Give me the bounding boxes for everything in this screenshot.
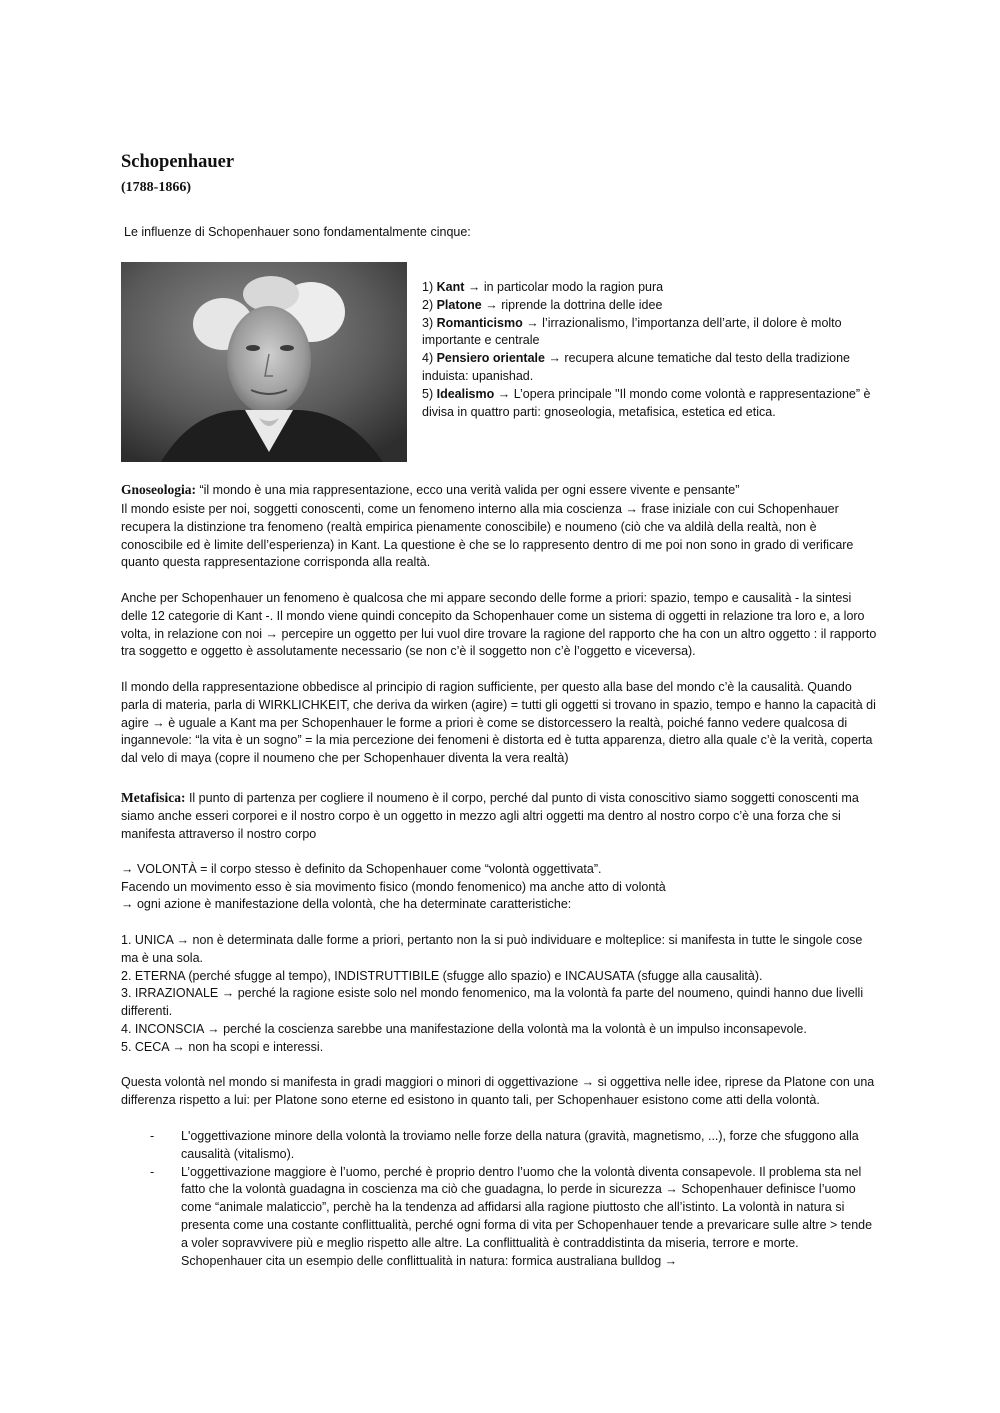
list-item: - L’oggettivazione maggiore è l’uomo, perché è proprio dentro l’uomo che la volontà diventa consapevole. Il problema sta nel fatto che la volontà guadagna in coscienza ma ciò che guadagna, lo perde in sicurezza → Schopenhauer definisce l’uomo come “animale malaticcio”, perchè ha la tendenza ad affidarsi alla ragione piuttosto che all’istinto. La volontà in natura si presenta come una costante conflittualità, perché ogni forma di vita per Schopenhauer tende a prevaricare sulle altre > tende a voler sopravvivere più e meglio rispetto alle altre. La conflittualità è contraddistinta da miseria, terrore e morte. Schopenhauer cita un esempio delle conflittualità in natura: formica australiana bulldog → [150,1164,873,1268]
metafisica-line: → ogni azione è manifestazione della volontà, che ha determinate caratteristiche: [121,897,572,911]
list-item: 2. ETERNA (perché sfugge al tempo), INDISTRUTTIBILE (sfugge allo spazio) e INCAUSATA (sfugge alla causalità). [121,968,763,983]
list-item: 2) Platone → riprende la dottrina delle idee [422,297,663,312]
metafisica-line: Facendo un movimento esso è sia movimento fisico (mondo fenomenico) ma anche atto di volontà [121,880,666,894]
metafisica-paragraph: Questa volontà nel mondo si manifesta in gradi maggiori o minori di oggettivazione → si oggettiva nelle idee, riprese da Platone con una differenza rispetto a lui: per Platone sono eterne ed esistono in quanto tali, per Schopenhauer esistono come atti della volontà. [121,1075,875,1107]
gnoseologia-paragraph: Il mondo esiste per noi, soggetti conoscenti, come un fenomeno interno alla mia coscienza → frase iniziale con cui Schopenhauer recupera la distinzione tra fenomeno (realtà empirica pienamente conoscibile) e noumeno (ciò che va aldilà della realtà, non è conoscibile ed è limite dell’esperienza) in Kant. La questione è che se lo rappresento dentro di me poi non sono in grado di verificare quanto questa rappresentazione corrisponda alla realtà. [121,502,854,570]
bullet-dash: - [150,1129,155,1143]
list-item: - L'oggettivazione minore della volontà la troviamo nelle forze della natura (gravità, magnetismo, ...), forze che sfuggono alla causalità (vitalismo). [150,1129,859,1161]
metafisica-line: → VOLONTÀ = il corpo stesso è definito da Schopenhauer come “volontà oggettivata”. [121,862,602,876]
list-item: 5. CECA → non ha scopi e interessi. [121,1039,324,1054]
objectivation-list [121,1128,881,1270]
list-item: 1) Kant → in particolar modo la ragion pura [422,280,664,294]
gnoseologia-paragraph: Il mondo della rappresentazione obbedisce al principio di ragion sufficiente, per questo alla base del mondo c’è la causalità. Quando parla di materia, parla di WIRKLICHKEIT, che deriva da wirken (agire) = tutti gli oggetti si trovano in spazio, tempo e hanno la capacità di agire → è uguale a Kant ma per Schopenhauer le forme a priori è come se distorcessero la realtà, poiché fanno vedere qualcosa di ingannevole: “la vita è un sogno” = la mia percezione dei fenomeni è distorta ed è tutta apparenza, dietro alla quale c’è la verità, coperta dal velo di maya (copre il noumeno che per Schopenhauer diventa la vera realtà) [121,680,876,766]
metafisica-paragraph: Metafisica: Il punto di partenza per cogliere il noumeno è il corpo, perché dal punto di vista conoscitivo siamo soggetti conoscenti ma siamo anche esseri corporei e il nostro corpo è un oggetto in mezzo agli altri oggetti ma dentro al nostro corpo c’è una forza che si manifesta attraverso il nostro corpo [121,790,859,841]
list-item: 3. IRRAZIONALE → perché la ragione esiste solo nel mondo fenomenico, ma la volontà fa parte del noumeno, quindi hanno due livelli differenti. [121,986,864,1019]
section-heading-metafisica: Metafisica: [121,790,186,805]
list-item: 5) Idealismo → L’opera principale "Il mondo come volontà e rappresentazione” è divisa in quattro parti: gnoseologia, metafisica, estetica ed etica. [422,386,871,419]
will-traits-list [121,932,881,1057]
portrait-photo [121,262,407,462]
section-heading-gnoseologia: Gnoseologia: [121,482,197,497]
gnoseologia-paragraph: Anche per Schopenhauer un fenomeno è qualcosa che mi appare secondo delle forme a priori: spazio, tempo e causalità - la sintesi delle 12 categorie di Kant -. Il mondo viene quindi concepito da Schopenhauer come un sistema di oggetti in relazione tra loro e, a loro volta, in relazione con noi → percepire un oggetto per lui vuol dire trovare la ragione del rapporto che ha con un altro oggetto : il rapporto tra soggetto e oggetto è assolutamente necessario (se non c’è il soggetto non c’è l’oggetto e viceversa). [121,591,877,659]
intro-text: Le influenze di Schopenhauer sono fondamentalmente cinque: [124,225,471,239]
list-item: 1. UNICA → non è determinata dalle forme a priori, pertanto non la si può individuare e molteplice: si manifesta in tutte le singole cose ma è una sola. [121,933,863,965]
list-item: 4) Pensiero orientale → recupera alcune tematiche dal testo della tradizione induista: upanishad. [422,351,851,383]
page-title: Schopenhauer [121,152,235,172]
lifespan-dates: (1788-1866) [121,180,191,195]
list-item: 4. INCONSCIA → perché la coscienza sarebbe una manifestazione della volontà ma la volontà è un impulso inconsapevole. [121,1021,807,1036]
influences-list [422,279,882,421]
gnoseologia-quote: Gnoseologia: “il mondo è una mia rappresentazione, ecco una verità valida per ogni essere vivente e pensante” [121,482,740,497]
list-item: 3) Romanticismo → l’irrazionalismo, l’importanza dell’arte, il dolore è molto importante e centrale [422,315,842,348]
bullet-dash: - [150,1164,155,1179]
